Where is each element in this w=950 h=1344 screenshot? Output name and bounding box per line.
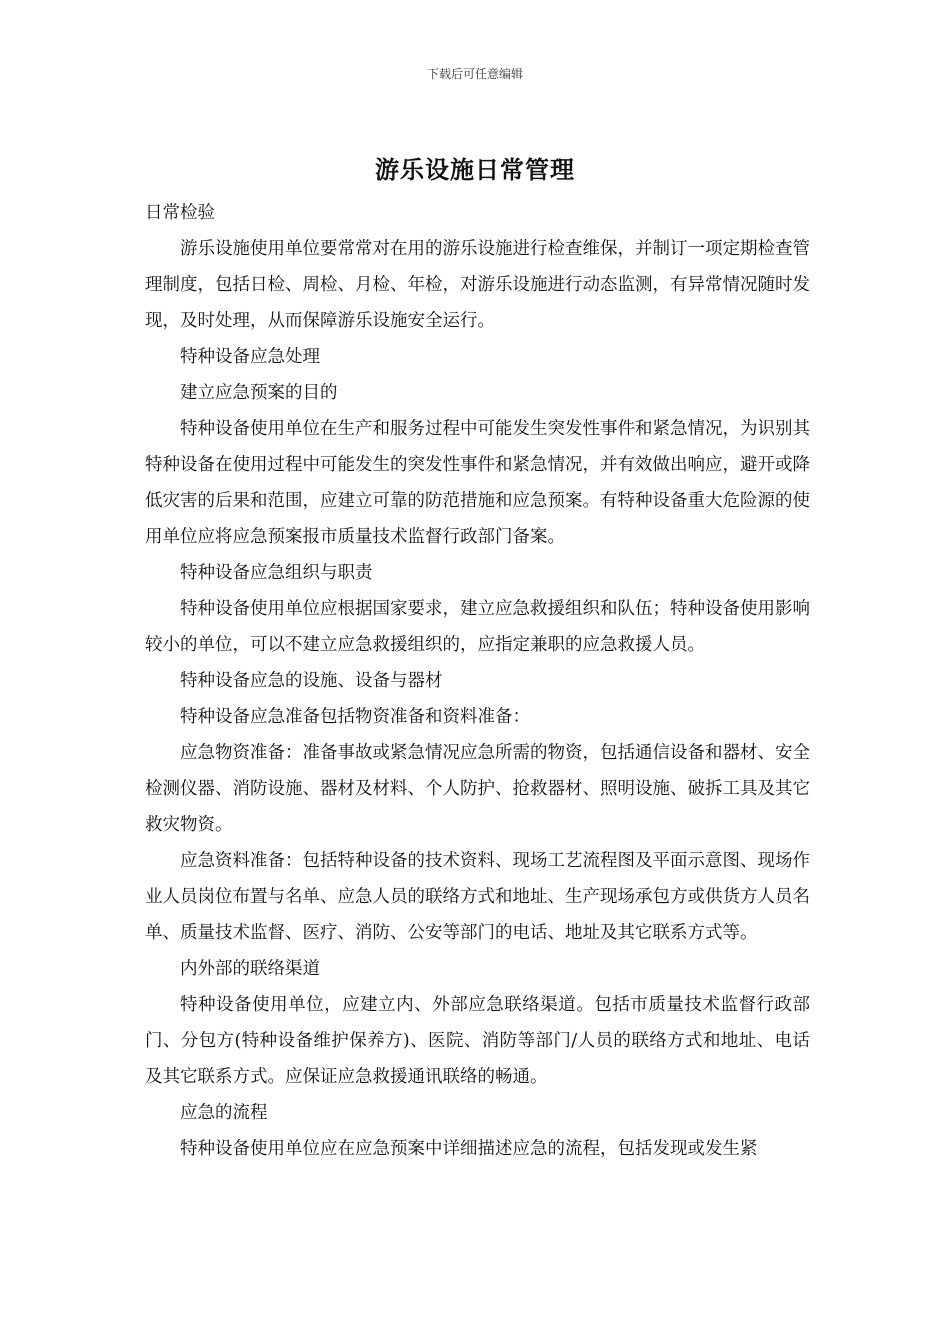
section-heading: 应急的流程 <box>180 1103 268 1123</box>
section-heading: 特种设备应急处理 <box>180 347 320 367</box>
section-heading: 日常检验 <box>145 203 215 223</box>
paragraph: 特种设备使用单位，应建立内、外部应急联络渠道。包括市质量技术监督行政部门、分包方(特种设备维护保养方)、医院、消防等部门/人员的联络方式和地址、电话及其它联系方式。应保证应急救援通讯联络的畅通。 <box>145 995 810 1087</box>
paragraph: 特种设备使用单位应根据国家要求，建立应急救援组织和队伍；特种设备使用影响较小的单位，可以不建立应急救援组织的，应指定兼职的应急救援人员。 <box>145 599 810 655</box>
paragraph: 特种设备应急准备包括物资准备和资料准备： <box>180 707 530 727</box>
document-body <box>145 195 810 1167</box>
section-heading: 特种设备应急的设施、设备与器材 <box>180 671 443 691</box>
paragraph: 特种设备使用单位应在应急预案中详细描述应急的流程，包括发现或发生紧 <box>180 1139 758 1159</box>
paragraph: 特种设备使用单位在生产和服务过程中可能发生突发性事件和紧急情况，为识别其特种设备在使用过程中可能发生的突发性事件和紧急情况，并有效做出响应，避开或降低灾害的后果和范围，应建立可靠的防范措施和应急预案。有特种设备重大危险源的使用单位应将应急预案报市质量技术监督行政部门备案。 <box>145 419 810 547</box>
section-heading: 特种设备应急组织与职责 <box>180 563 373 583</box>
paragraph: 应急资料准备：包括特种设备的技术资料、现场工艺流程图及平面示意图、现场作业人员岗位布置与名单、应急人员的联络方式和地址、生产现场承包方或供货方人员名单、质量技术监督、医疗、消防、公安等部门的电话、地址及其它联系方式等。 <box>145 851 810 943</box>
paragraph: 应急物资准备：准备事故或紧急情况应急所需的物资，包括通信设备和器材、安全检测仪器、消防设施、器材及材料、个人防护、抢救器材、照明设施、破拆工具及其它救灾物资。 <box>145 743 810 835</box>
section-heading: 建立应急预案的目的 <box>180 383 338 403</box>
paragraph: 游乐设施使用单位要常常对在用的游乐设施进行检查维保，并制订一项定期检查管理制度，包括日检、周检、月检、年检，对游乐设施进行动态监测，有异常情况随时发现，及时处理，从而保障游乐设施安全运行。 <box>145 239 810 331</box>
page-title: 游乐设施日常管理 <box>375 155 575 184</box>
header-note: 下载后可任意编辑 <box>426 67 523 81</box>
section-heading: 内外部的联络渠道 <box>180 959 320 979</box>
